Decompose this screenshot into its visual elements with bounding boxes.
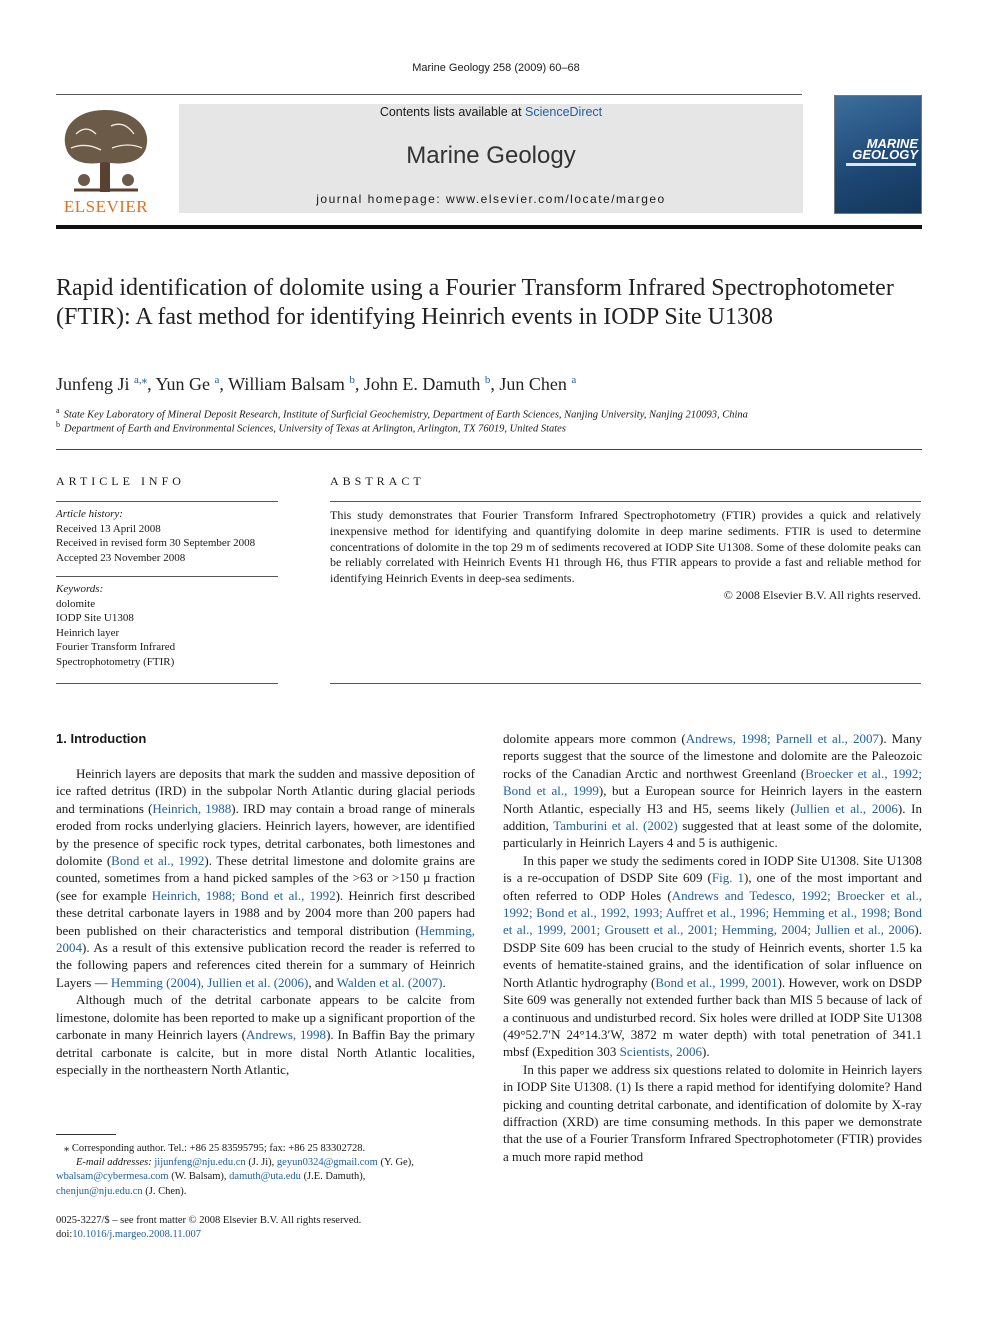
author-name: Yun Ge — [155, 374, 210, 394]
article-info-rule — [56, 501, 278, 502]
citation-link[interactable]: Bond et al., 1999, 2001 — [655, 974, 778, 990]
author-list: Junfeng Ji $^{a,⁎}$, Yun Ge $^a$, William Balsam $^b$, John E. Damuth $^b$, Jun Chen $^a$ — [56, 374, 577, 394]
corresponding-author-note: ⁎ Corresponding author. Tel.: +86 25 83595795; fax: +86 25 83302728. — [64, 1143, 366, 1154]
author-name: William Balsam — [228, 374, 345, 394]
email-addresses-line2: wbalsam@cybermesa.com (W. Balsam), damuth@uta.edu (J.E. Damuth), — [56, 1171, 366, 1183]
keywords-block: Keywords: dolomite IODP Site U1308 Heinrich layer Fourier Transform Infrared Spectrophotometry (FTIR) — [56, 582, 278, 669]
abstract-bottom-rule — [330, 683, 921, 684]
header-rule — [56, 94, 802, 95]
citation-link[interactable]: Broecker et al., 1992; Bond et al., 1999 — [503, 765, 922, 799]
paragraph: In this paper we address six questions related to dolomite in Heinrich layers in IODP Site U1308. (1) Is there a rapid method for identifying dolomite? Hand picking and counting detrital carbonate, and identification of dolomite by X-ray diffraction (XRD) are time consuming methods. In this paper we demonstrate that the use of a Fourier Transform Infrared Spectrophotometer (FTIR) provides a much more rapid method — [503, 1061, 922, 1164]
cover-title-line1: MARINE — [866, 136, 918, 151]
journal-homepage[interactable]: journal homepage: www.elsevier.com/locate/margeo — [316, 192, 666, 206]
email-addresses-line3: chenjun@nju.edu.cn (J. Chen). — [56, 1185, 187, 1197]
affiliation-a: $^a$ State Key Laboratory of Mineral Deposit Research, Institute of Surficial Geochemistry, Department of Earth Sciences, Nanjing University, Nanjing 210093, China — [56, 406, 748, 421]
header-thick-rule — [56, 225, 922, 229]
footnotes — [56, 1142, 475, 1199]
keyword: dolomite — [56, 597, 96, 610]
abstract-text: This study demonstrates that Fourier Transform Infrared Spectrophotometry (FTIR) provides a quick and relatively inexpensive method for identifying and quantifying dolomite in deep marine sediments. FTIR is used to determine concentrations of dolomite in the top 29 m of sediments recovered at IODP Site U1308. Some of these dolomite peaks can be reliably correlated with Heinrich Events H1 through H6, thus FTIR appears to provide a fast and reliable method for identifying Heinrich Events in deep-sea sediments. — [330, 508, 921, 586]
section-heading-introduction: 1. Introduction — [56, 731, 147, 746]
journal-name: Marine Geology — [406, 142, 576, 169]
paragraph: dolomite appears more common (Andrews, 1998; Parnell et al., 2007). Many reports suggest that the source of the limestone and dolomite are the Paleozoic rocks of the Canadian Arctic and northwest Greenland (Broecker et al., 1992; Bond et al., 1999), but a European source for Heinrich layers in the eastern North Atlantic, especially H3 and H5, seems likely (Jullien et al., 2006). In addition, Tamburini et al. (2002) suggested that at least some of the dolomite, particularly in Heinrich Layers 4 and 5 is authigenic. — [503, 731, 923, 851]
article-title: Rapid identification of dolomite using a Fourier Transform Infrared Spectrophotometer (FTIR): A fast method for identifying Heinrich events in IODP Site U1308 — [56, 275, 894, 330]
elsevier-wordmark: ELSEVIER — [63, 197, 149, 216]
author-affiliation-mark[interactable]: a — [571, 374, 577, 386]
author-affiliation-mark[interactable]: a,⁎ — [134, 374, 148, 386]
article-info-bottom-rule — [56, 683, 278, 684]
author-affiliation-mark[interactable]: b — [484, 374, 491, 386]
author-name: Jun Chen — [499, 374, 567, 394]
sciencedirect-link[interactable]: ScienceDirect — [525, 105, 603, 119]
email-link[interactable]: wbalsam@cybermesa.com — [56, 1171, 169, 1183]
citation-link[interactable]: Heinrich, 1988; Bond et al., 1992 — [151, 887, 336, 903]
doi-link[interactable]: 10.1016/j.margeo.2008.11.007 — [72, 1229, 201, 1240]
contents-line: Contents lists available at ScienceDirect — [379, 105, 603, 119]
citation-link[interactable]: Andrews, 1998 — [245, 1027, 327, 1043]
keyword: Spectrophotometry (FTIR) — [56, 655, 175, 668]
email-link[interactable]: chenjun@nju.edu.cn — [56, 1185, 143, 1197]
paragraph: Heinrich layers are deposits that mark the sudden and massive deposition of ice rafted detritus (IRD) in the subpolar North Atlantic during glacial periods and terminations (Heinrich, 1988). IRD may contain a broad range of minerals eroded from rocks underlying glaciers. Heinrich layers, however, are identified by the presence of specific rock types, detrital carbonates, both limestones and dolomite (Bond et al., 1992). These detrital limestone and dolomite grains are counted, sometimes from a hand picked samples of the >63 or >150 µ fraction (see for example Heinrich, 1988; Bond et al., 1992). Heinrich first described these detrital carbonate layers in 1988 and by 2004 more than 200 papers had been published on their characteristics and temporal distribution (Hemming, 2004). As a result of this extensive publication record the reader is referred to the following papers and references cited therein for a summary of Heinrich Layers — Hemming (2004), Jullien et al. (2006), and Walden et al. (2007). — [56, 766, 476, 990]
body-right-column — [503, 730, 922, 1165]
article-history: Article history: Received 13 April 2008 Received in revised form 30 September 2008 Accepted 23 November 2008 — [56, 508, 256, 564]
email-link[interactable]: damuth@uta.edu — [229, 1171, 301, 1183]
doi-line: doi:10.1016/j.margeo.2008.11.007 — [56, 1229, 201, 1240]
citation-link[interactable]: Tamburini et al. (2002) — [553, 818, 678, 834]
email-link[interactable]: geyun0324@gmail.com — [276, 1157, 378, 1169]
section-rule — [56, 449, 922, 450]
author-name: John E. Damuth — [363, 374, 481, 394]
abstract-copyright: © 2008 Elsevier B.V. All rights reserved. — [723, 588, 921, 602]
keywords-rule — [56, 576, 278, 577]
affiliation-b: $^b$ Department of Earth and Environmental Sciences, University of Texas at Arlington, Arlington, TX 76019, United States — [56, 420, 566, 435]
citation-link[interactable]: Jullien et al., 2006 — [794, 800, 898, 816]
footnote-rule — [56, 1134, 116, 1135]
paragraph: In this paper we study the sediments cored in IODP Site U1308. Site U1308 is a re-occupation of DSDP Site 609 (Fig. 1), one of the most important and often referred to ODP Holes (Andrews and Tedesco, 1992; Broecker et al., 1992; Bond et al., 1992, 1993; Auffret et al., 1996; Hemming et al., 1998; Bond et al., 1999, 2001; Grousett et al., 2001; Hemming, 2004; Jullien et al., 2006). DSDP Site 609 has been crucial to the study of Heinrich events, shorter 1.5 ka events of hematite-stained grains, and the identification of solar influence on North Atlantic hydrography (Bond et al., 1999, 2001). However, work on DSDP Site 609 was generally not extended further back than MIS 5 because of lack of a continuous and undisturbed record. Six holes were drilled at IODP Site U1308 (49°52.7′N 24°14.3′W, 3872 m water depth) with total penetration of 341.1 mbsf (Expedition 303 Scientists, 2006). — [503, 852, 923, 1060]
journal-reference: Marine Geology 258 (2009) 60–68 — [412, 62, 580, 74]
citation-link[interactable]: Andrews and Tedesco, 1992; Broecker et al., 1992; Bond et al., 1992, 1993; Auffret et al., 1996; Hemming et al., 1998; Bond et al., 1999, 2001; Grousett et al., 2001; Hemming, 2004; Jullien et al., 2006 — [503, 887, 922, 938]
citation-link[interactable]: Hemming (2004), Jullien et al. (2006) — [110, 974, 309, 990]
author-affiliation-mark[interactable]: b — [349, 374, 355, 386]
citation-link[interactable]: Walden et al. (2007) — [336, 974, 443, 990]
keyword: Fourier Transform Infrared — [56, 641, 176, 653]
keyword: Heinrich layer — [56, 626, 120, 639]
abstract-rule — [330, 501, 921, 502]
body-left-column — [56, 765, 475, 1078]
article-info-heading: ARTICLE INFO — [56, 474, 185, 488]
citation-link[interactable]: Heinrich, 1988 — [152, 800, 232, 816]
citation-link[interactable]: Bond et al., 1992 — [111, 853, 205, 869]
author-affiliation-mark[interactable]: a — [214, 374, 220, 386]
issn-line: 0025-3227/$ – see front matter © 2008 Elsevier B.V. All rights reserved. — [56, 1215, 362, 1226]
email-link[interactable]: jijunfeng@nju.edu.cn — [154, 1157, 246, 1169]
citation-link[interactable]: Hemming, 2004 — [56, 922, 475, 956]
paragraph: Although much of the detrital carbonate appears to be calcite from limestone, dolomite has been reported to make up a significant proportion of the carbonate in many Heinrich layers (Andrews, 1998). In Baffin Bay the primary detrital carbonate is calcite, but in more distal North Atlantic localities, especially in the northeastern North Atlantic, — [56, 992, 476, 1077]
email-addresses-line1: E-mail addresses: jijunfeng@nju.edu.cn (J. Ji), geyun0324@gmail.com (Y. Ge), — [76, 1157, 414, 1169]
figure-link[interactable]: Fig. 1 — [711, 870, 745, 886]
cover-title-line2: GEOLOGY — [852, 147, 918, 162]
citation-link[interactable]: Scientists, 2006 — [619, 1044, 702, 1060]
citation-link[interactable]: Andrews, 1998; Parnell et al., 2007 — [685, 731, 879, 746]
keyword: IODP Site U1308 — [56, 612, 134, 624]
author-name: Junfeng Ji — [56, 374, 130, 394]
cover-subtitle-bar — [846, 163, 916, 166]
abstract-heading: ABSTRACT — [330, 474, 425, 488]
